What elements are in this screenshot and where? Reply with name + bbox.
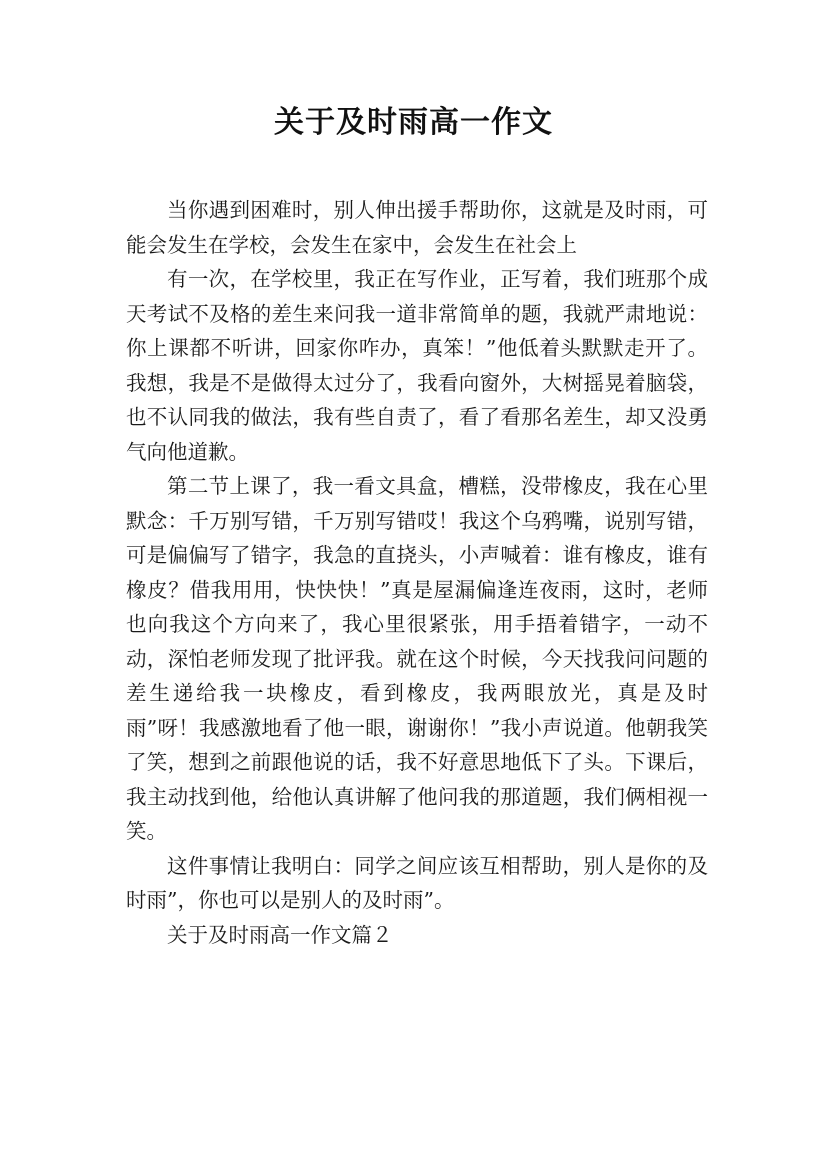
paragraph-story-part-2: 第二节上课了，我一看文具盒，槽糕，没带橡皮，我在心里默念：千万别写错，千万别写错哎！我这个乌鸦嘴，说别写错，可是偏偏写了错字，我急的直挠头，小声喊着：谁有橡皮，谁有橡皮？借我用用，快快快！”真是屋漏偏逢连夜雨，这时，老师也向我这个方向来了，我心里很紧张，用手捂着错字，一动不动，深怕老师发现了批评我。就在这个时候，今天找我问问题的差生递给我一块橡皮，看到橡皮，我两眼放光，真是及时雨”呀！我感激地看了他一眼，谢谢你！”我小声说道。他朝我笑了笑，想到之前跟他说的话，我不好意思地低下了头。下课后，我主动找到他，给他认真讲解了他问我的那道题，我们俩相视一笑。 (126, 474, 708, 843)
paragraph-story-part-1: 有一次，在学校里，我正在写作业，正写着，我们班那个成天考试不及格的差生来问我一道非常简单的题，我就严肃地说：你上课都不听讲，回家你咋办，真笨！”他低着头默默走开了。我想，我是不是做得太过分了，我看向窗外，大树摇晃着脑袋，也不认同我的做法，我有些自责了，看了看那名差生，却又没勇气向他道歉。 (126, 267, 708, 464)
paragraph-intro: 当你遇到困难时，别人伸出援手帮助你，这就是及时雨，可能会发生在学校，会发生在家中，会发生在社会上 (126, 198, 708, 257)
document-title: 关于及时雨高一作文 (274, 105, 553, 140)
paragraph-conclusion: 这件事情让我明白：同学之间应该互相帮助，别人是你的及时雨”，你也可以是别人的及时雨”。 (126, 853, 708, 912)
document-body (126, 193, 708, 952)
paragraph-next-essay-heading: 关于及时雨高一作文篇２ (167, 922, 393, 947)
